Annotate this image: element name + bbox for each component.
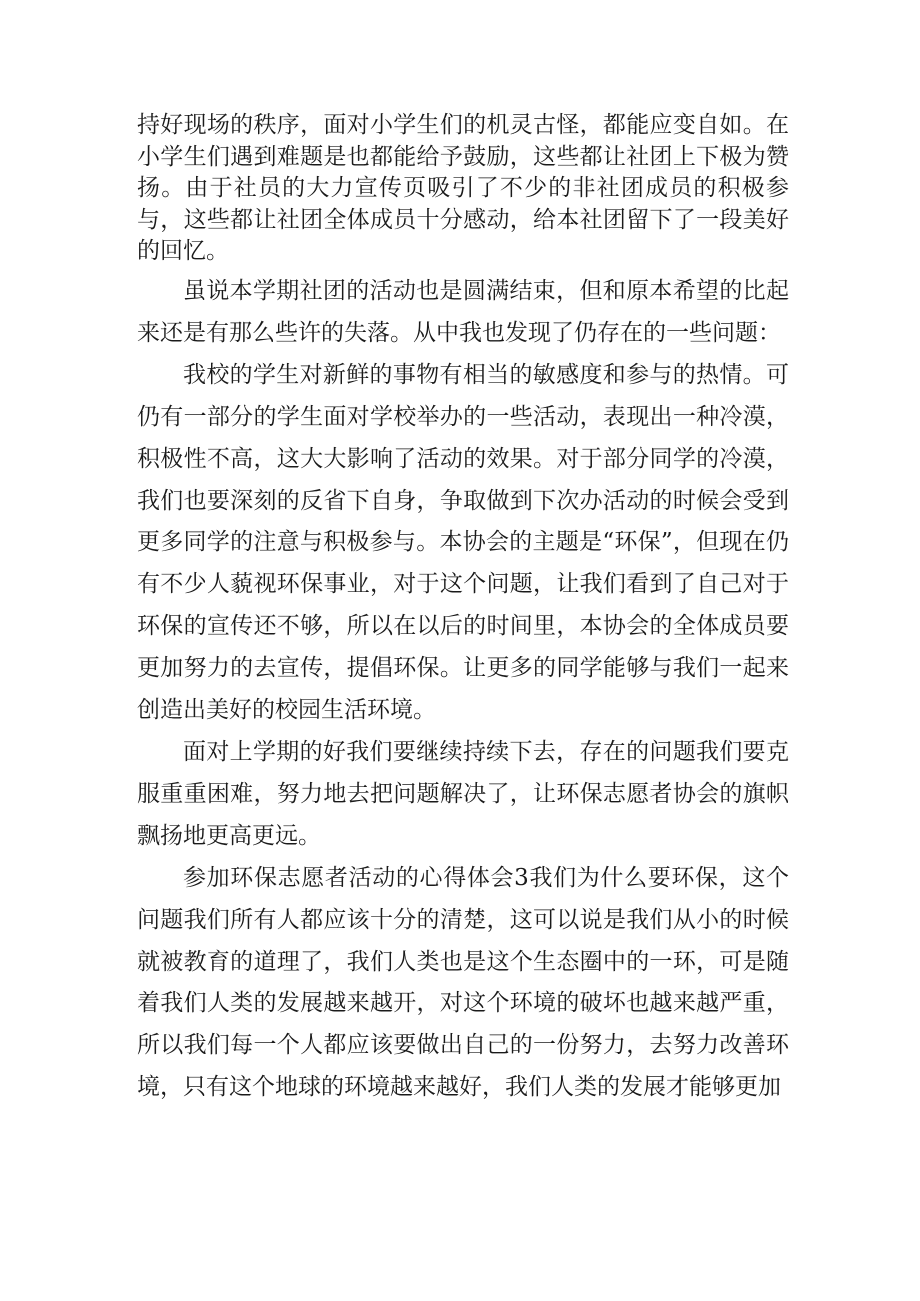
paragraph-continued: 持好现场的秩序，面对小学生们的机灵古怪，都能应变自如。在小学生们遇到难题是也都能给予鼓励，这些都让社团上下极为赞扬。由于社员的大力宣传页吸引了不少的非社团成员的积极参与，这些都让社团全体成员十分感动，给本社团留下了一段美好的回忆。 <box>137 112 789 264</box>
paragraph-essay-3: 参加环保志愿者活动的心得体会3我们为什么要环保，这个问题我们所有人都应该十分的清楚，这可以说是我们从小的时候就被教育的道理了，我们人类也是这个生态圈中的一环，可是随着我们人类的发展越来越开，对这个环境的破坏也越来越严重，所以我们每一个人都应该要做出自己的一份努力，去努力改善环境，只有这个地球的环境越来越好，我们人类的发展才能够更加 <box>137 864 789 1101</box>
text-block-main <box>137 271 789 1109</box>
paragraph-problems: 我校的学生对新鲜的事物有相当的敏感度和参与的热情。可仍有一部分的学生面对学校举办的一些活动，表现出一种冷漠，积极性不高，这大大影响了活动的效果。对于部分同学的冷漠，我们也要深刻的反省下自身，争取做到下次办活动的时候会受到更多同学的注意与积极参与。本协会的主题是“环保”，但现在仍有不少人藐视环保事业，对于这个问题，让我们看到了自己对于环保的宣传还不够，所以在以后的时间里，本协会的全体成员要更加努力的去宣传，提倡环保。让更多的同学能够与我们一起来创造出美好的校园生活环境。 <box>137 361 789 724</box>
paragraph-summary: 虽说本学期社团的活动也是圆满结束，但和原本希望的比起来还是有那么些许的失落。从中我也发现了仍存在的一些问题： <box>137 278 789 346</box>
paragraph-outlook: 面对上学期的好我们要继续持续下去，存在的问题我们要克服重重困难，努力地去把问题解决了，让环保志愿者协会的旗帜飘扬地更高更远。 <box>137 738 789 849</box>
text-block-continued <box>137 110 789 268</box>
